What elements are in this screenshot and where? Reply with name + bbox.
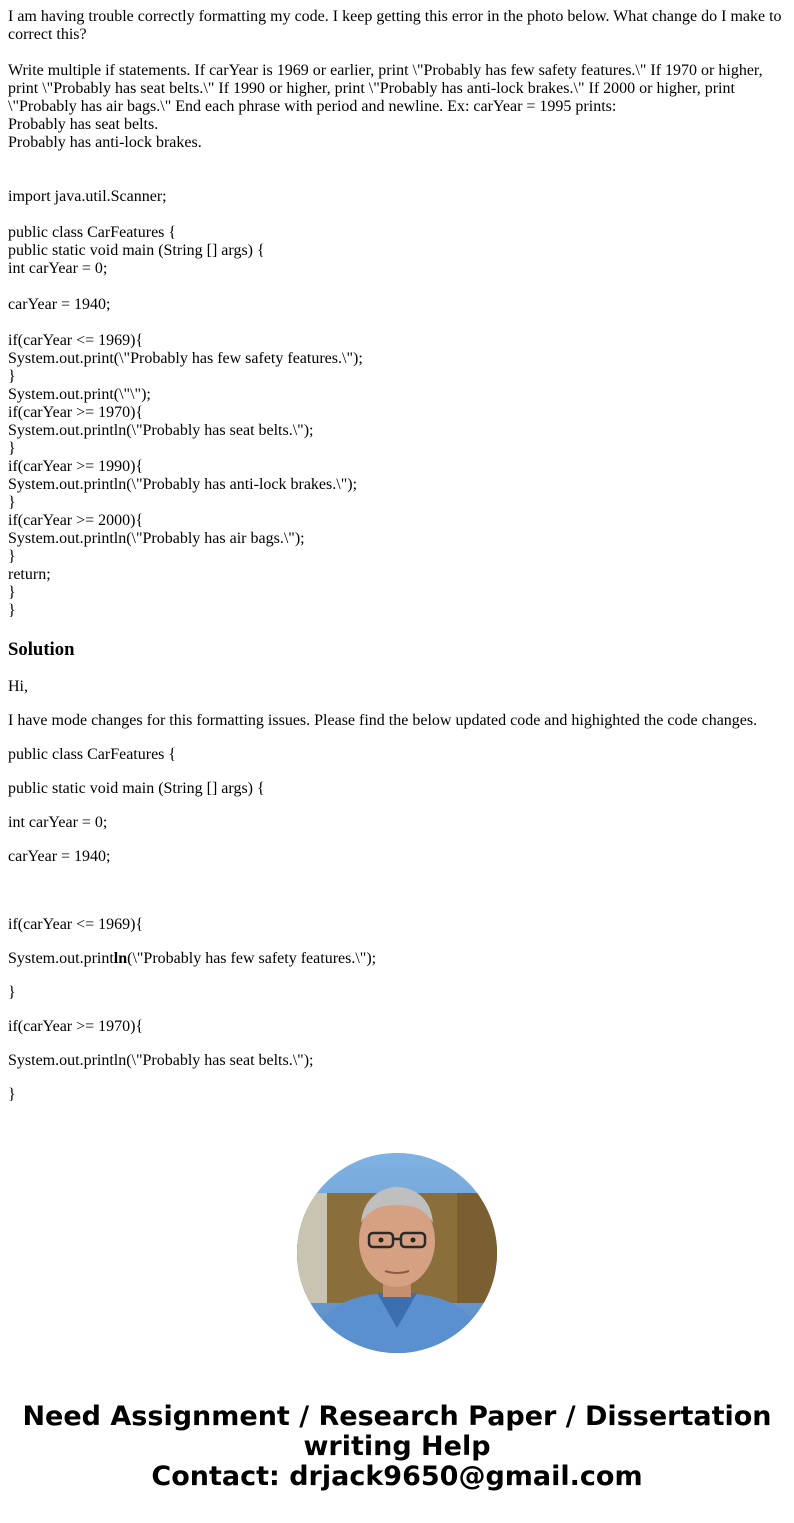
code-text: System.out.print <box>8 950 114 967</box>
code-line: System.out.println(\"Probably has seat belts.\"); <box>8 1052 314 1069</box>
code-line: int carYear = 0; <box>8 260 108 277</box>
code-line: int carYear = 0; <box>8 814 108 831</box>
code-line: public class CarFeatures { <box>8 224 177 241</box>
code-line: carYear = 1940; <box>8 848 111 865</box>
code-line: System.out.println(\"Probably has anti-lock brakes.\"); <box>8 476 358 493</box>
solution-heading: Solution <box>8 639 75 660</box>
code-line: } <box>8 584 16 601</box>
code-line: public class CarFeatures { <box>8 746 177 763</box>
code-line: } <box>8 1086 16 1103</box>
code-line: System.out.println(\"Probably has seat belts.\"); <box>8 422 314 439</box>
code-line: System.out.print(\"Probably has few safety features.\"); <box>8 350 363 367</box>
example-output-line: Probably has seat belts. <box>8 116 159 133</box>
banner-line: Need Assignment / Research Paper / Dissertation <box>22 1401 772 1432</box>
code-line: } <box>8 440 16 457</box>
code-line: public static void main (String [] args) { <box>8 780 265 797</box>
code-text: (\"Probably has few safety features.\"); <box>127 950 377 967</box>
code-line: if(carYear >= 1970){ <box>8 404 144 421</box>
code-line: } <box>8 602 16 619</box>
code-line: import java.util.Scanner; <box>8 188 167 205</box>
blank-line <box>8 882 788 900</box>
question-task: Write multiple if statements. If carYear is 1969 or earlier, print \"Probably has few safety features.\" If 1970 or higher, print \"Probably has seat belts.\" If 1990 or higher, print \"Probably has anti-lock brakes.\" If 2000 or higher, print \"Probably has air bags.\" End each phrase with period and newline. Ex: carYear = 1995 prints: <box>8 62 763 115</box>
code-line: return; <box>8 566 51 583</box>
solution-explanation: I have mode changes for this formatting issues. Please find the below updated code and highighted the code changes. <box>8 712 758 729</box>
solution-section <box>8 678 788 1120</box>
code-line-highlighted <box>8 950 788 968</box>
example-output-line: Probably has anti-lock brakes. <box>8 134 202 151</box>
author-avatar <box>297 1153 497 1353</box>
banner-line: writing Help <box>303 1431 491 1462</box>
code-line: carYear = 1940; <box>8 296 111 313</box>
code-line: if(carYear >= 1970){ <box>8 1018 144 1035</box>
highlighted-change: ln <box>113 950 128 967</box>
code-line: if(carYear >= 1990){ <box>8 458 144 475</box>
banner-contact: Contact: drjack9650@gmail.com <box>151 1461 643 1492</box>
code-line: if(carYear >= 2000){ <box>8 512 144 529</box>
code-line: System.out.print(\"\"); <box>8 386 151 403</box>
question-intro: I am having trouble correctly formatting my code. I keep getting this error in the photo below. What change do I make to correct this? <box>8 8 782 43</box>
question-code <box>8 188 788 620</box>
person-portrait-icon <box>297 1153 497 1353</box>
code-line: } <box>8 984 16 1001</box>
code-line: if(carYear <= 1969){ <box>8 332 144 349</box>
code-line: } <box>8 548 16 565</box>
code-line: } <box>8 494 16 511</box>
solution-greeting: Hi, <box>8 678 28 695</box>
code-line: } <box>8 368 16 385</box>
code-line: if(carYear <= 1969){ <box>8 916 144 933</box>
promo-banner <box>0 1402 794 1492</box>
code-line: System.out.println(\"Probably has air bags.\"); <box>8 530 305 547</box>
question-section <box>8 8 788 620</box>
code-line: public static void main (String [] args) { <box>8 242 265 259</box>
